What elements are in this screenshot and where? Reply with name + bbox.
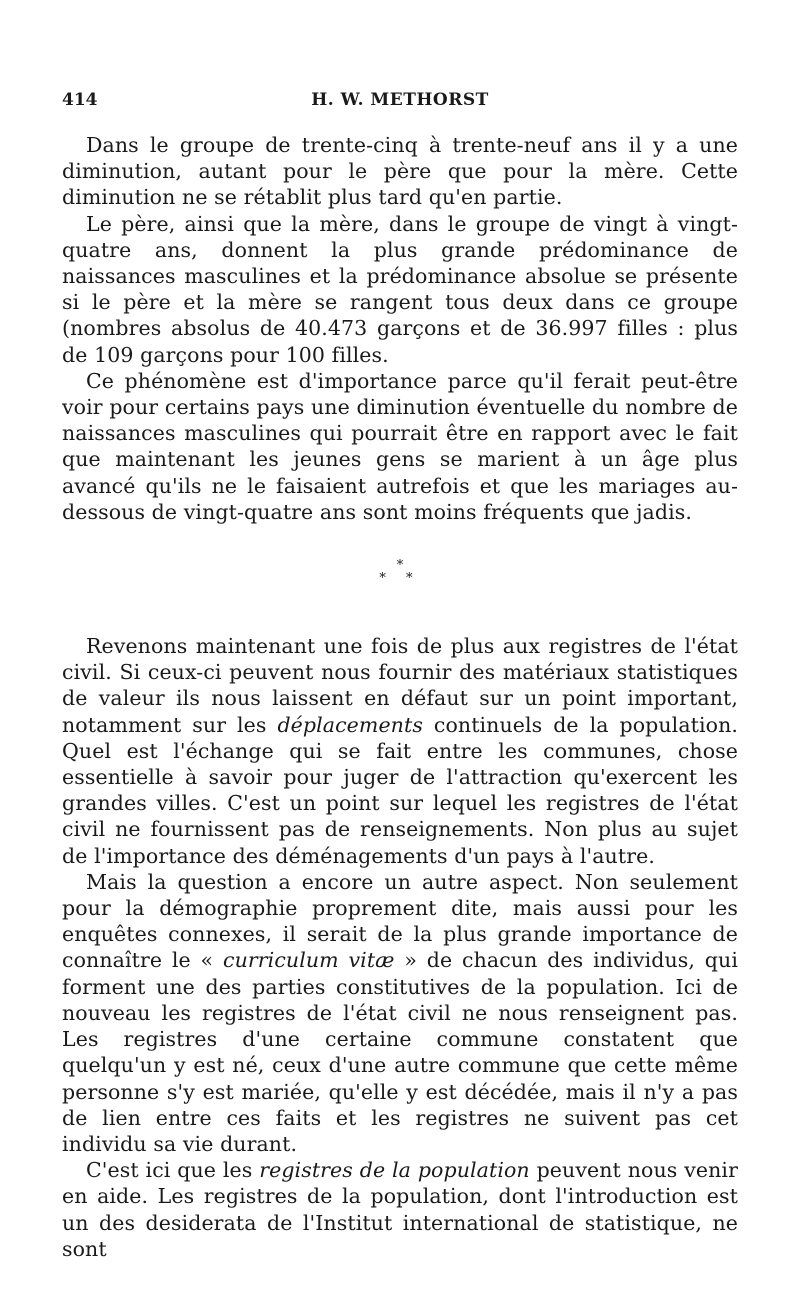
text-run: Mais la question a encore un autre aspect. Non seulement pour la démographie proprement dite, mais aussi pour les enquêtes connexes, il serait de la plus grande importance de connaître le «	[62, 869, 738, 973]
running-head: H. W. METHORST	[311, 90, 489, 110]
book-page	[62, 88, 738, 1262]
italic-term-deplacements: déplacements	[277, 712, 423, 737]
text-run: Revenons maintenant une fois de plus aux registres de l'état civil. Si ceux-ci peuvent nous fournir des matériaux statistiques de valeur ils nous laissent en défaut sur un point important, notamment sur les	[62, 634, 738, 737]
page-number: 414	[62, 90, 98, 110]
asterism-top: *	[396, 558, 404, 574]
paragraph-phenomenon-importance: Ce phénomène est d'importance parce qu'il ferait peut-être voir pour certains pays une diminution éventuelle du nombre de naissances masculines qui pourrait être en rapport avec le fait que maintenant les jeunes gens se marient à un âge plus avancé qu'ils ne le faisaient autrefois et que les mariages au-dessous de vingt-quatre ans sont moins fréquents que jadis.	[62, 368, 738, 524]
text-run: » de chacun des individus, qui forment une des parties constitutives de la population. Ici de nouveau les registres de l'état civil ne nous renseignent pas. Les registres d'une certaine commune constatent que quelqu'un y est né, ceux d'une autre commune que cette même personne s'y est mariée, qu'elle y est décédée, mais il n'y a pas de lien entre ces faits et les registres ne suivent pas cet individu sa vie durant.	[62, 948, 738, 1156]
paragraph-population-registers	[62, 1157, 738, 1262]
paragraph-father-mother-predominance: Le père, ainsi que la mère, dans le groupe de vingt à vingt-quatre ans, donnent la plus grande prédominance de naissances masculines et la prédominance absolue se présente si le père et la mère se rangent tous deux dans ce groupe (nombres absolus de 40.473 garçons et de 36.997 filles : plus de 109 garçons pour 100 filles.	[62, 211, 738, 367]
text-run: C'est ici que les	[86, 1158, 260, 1183]
text-run: peuvent nous venir en aide. Les registres de la population, dont l'introduction est un des desiderata de l'Institut international de statistique, ne sont	[62, 1158, 738, 1261]
page-header	[62, 88, 738, 118]
italic-term-registres-population: registres de la population	[259, 1158, 530, 1183]
paragraph-civil-registers	[62, 633, 738, 869]
paragraph-age-group-decline: Dans le groupe de trente-cinq à trente-neuf ans il y a une diminution, autant pour le père que pour la mère. Cette diminution ne se rétablit plus tard qu'en partie.	[62, 133, 738, 210]
section-break-asterism	[62, 535, 738, 625]
italic-term-curriculum-vitae: curriculum vitæ	[222, 948, 395, 973]
asterism-bottom: * *	[379, 571, 421, 587]
text-run: continuels de la population. Quel est l'échange qui se fait entre les communes, chose essentielle à savoir pour juger de l'attraction qu'exercent les grandes villes. C'est un point sur lequel les registres de l'état civil ne fournissent pas de renseignements. Non plus au sujet de l'importance des déménagements d'un pays à l'autre.	[62, 712, 738, 868]
paragraph-curriculum-vitae	[62, 869, 738, 1157]
body-text	[62, 132, 738, 525]
body-text-section-2	[62, 633, 738, 1262]
